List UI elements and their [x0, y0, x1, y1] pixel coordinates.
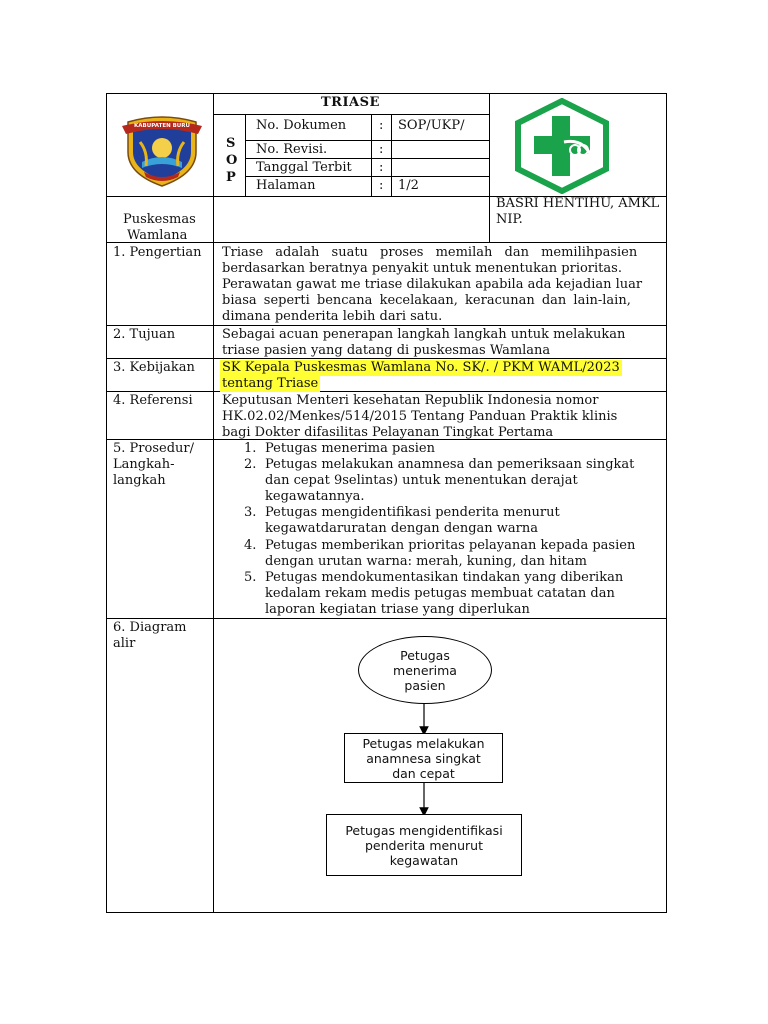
flow-node-text: penderita menurut: [365, 837, 483, 853]
field-sep: :: [379, 142, 384, 157]
field-sep: :: [379, 160, 384, 175]
flow-node-text: anamnesa singkat: [366, 750, 481, 766]
step-line: Petugas mengidentifikasi penderita menurut: [265, 505, 560, 520]
referensi-line: HK.02.02/Menkes/514/2015 Tentang Panduan Praktik klinis: [222, 409, 618, 424]
section-label-diagram: alir: [113, 636, 136, 651]
tujuan-line: Sebagai acuan penerapan langkah langkah untuk melakukan: [222, 327, 626, 342]
field-sep: :: [379, 178, 384, 193]
sop-letter-s: S: [226, 136, 236, 151]
flow-node-identifikasi: [326, 814, 522, 876]
signer-name: BASRI HENTIHU, AMKL: [496, 196, 660, 211]
referensi-line: bagi Dokter difasilitas Pelayanan Tingkat Pertama: [222, 425, 554, 440]
flow-node-start: [358, 636, 492, 704]
step-number: 1.: [244, 441, 257, 456]
step-number: 2.: [244, 457, 257, 472]
referensi-line: Keputusan Menteri kesehatan Republik Indonesia nomor: [222, 393, 599, 408]
flow-node-text: menerima: [393, 662, 457, 678]
pengertian-line: biasa seperti bencana kecelakaan, keracunan dan lain-lain,: [222, 293, 631, 308]
pengertian-line: dimana penderita lebih dari satu.: [222, 309, 443, 324]
step-line: Petugas menerima pasien: [265, 441, 435, 456]
field-label-no-revisi: No. Revisi.: [256, 142, 328, 157]
section-label-kebijakan: 3. Kebijakan: [113, 360, 195, 375]
org-name-line2: Wamlana: [127, 228, 188, 243]
section-label-referensi: 4. Referensi: [113, 393, 193, 408]
flow-node-text: kegawatan: [389, 852, 459, 868]
field-label-no-dokumen: No. Dokumen: [256, 118, 347, 133]
step-line: kegawatannya.: [265, 489, 365, 504]
step-number: 3.: [244, 505, 257, 520]
flow-node-text: Petugas melakukan: [362, 735, 485, 751]
signer-nip: NIP.: [496, 212, 523, 227]
flow-node-text: Petugas mengidentifikasi: [345, 822, 503, 838]
field-value-no-dokumen: SOP/UKP/: [398, 118, 465, 133]
step-line: dengan urutan warna: merah, kuning, dan hitam: [265, 554, 587, 569]
section-label-pengertian: 1. Pengertian: [113, 245, 202, 260]
pengertian-line: berdasarkan beratnya penyakit untuk menentukan prioritas.: [222, 261, 622, 276]
pengertian-line: Triase adalah suatu proses memilah dan memilihpasien: [222, 245, 638, 260]
step-line: laporan kegiatan triase yang diperlukan: [265, 602, 530, 617]
flow-node-text: pasien: [404, 677, 446, 693]
kebijakan-line: tentang Triase: [222, 376, 319, 391]
document-title: TRIASE: [321, 95, 380, 110]
logo-caption: KABUPATEN BURU: [134, 123, 190, 129]
section-label-diagram: 6. Diagram: [113, 620, 187, 635]
flow-node-text: Petugas: [400, 647, 450, 663]
step-line: Petugas melakukan anamnesa dan pemeriksaan singkat: [265, 457, 635, 472]
field-sep: :: [379, 118, 384, 133]
field-value-halaman: 1/2: [398, 178, 419, 193]
pengertian-line: Perawatan gawat me triase dilakukan apabila ada kejadian luar: [222, 277, 643, 292]
step-line: Petugas memberikan prioritas pelayanan kepada pasien: [265, 538, 636, 553]
flow-node-text: dan cepat: [392, 765, 455, 781]
field-label-halaman: Halaman: [256, 178, 316, 193]
step-line: kedalam rekam medis petugas membuat catatan dan: [265, 586, 615, 601]
sop-letter-p: P: [226, 170, 236, 185]
step-line: kegawatdaruratan dengan dengan warna: [265, 521, 538, 536]
section-label-prosedur: Langkah-: [113, 457, 175, 472]
flow-node-anamnesa: [344, 733, 503, 783]
step-number: 5.: [244, 570, 257, 585]
section-label-prosedur: 5. Prosedur/: [113, 441, 194, 456]
section-label-prosedur: langkah: [113, 473, 166, 488]
tujuan-line: triase pasien yang datang di puskesmas Wamlana: [222, 343, 551, 358]
step-line: Petugas mendokumentasikan tindakan yang diberikan: [265, 570, 624, 585]
org-name-line1: Puskesmas: [123, 212, 196, 227]
step-line: dan cepat 9selintas) untuk menentukan derajat: [265, 473, 578, 488]
section-label-tujuan: 2. Tujuan: [113, 327, 176, 342]
step-number: 4.: [244, 538, 257, 553]
sop-letter-o: O: [226, 153, 238, 168]
field-label-tanggal-terbit: Tanggal Terbit: [256, 160, 352, 175]
kebijakan-line: SK Kepala Puskesmas Wamlana No. SK/. / PKM WAML/2023: [222, 360, 620, 375]
